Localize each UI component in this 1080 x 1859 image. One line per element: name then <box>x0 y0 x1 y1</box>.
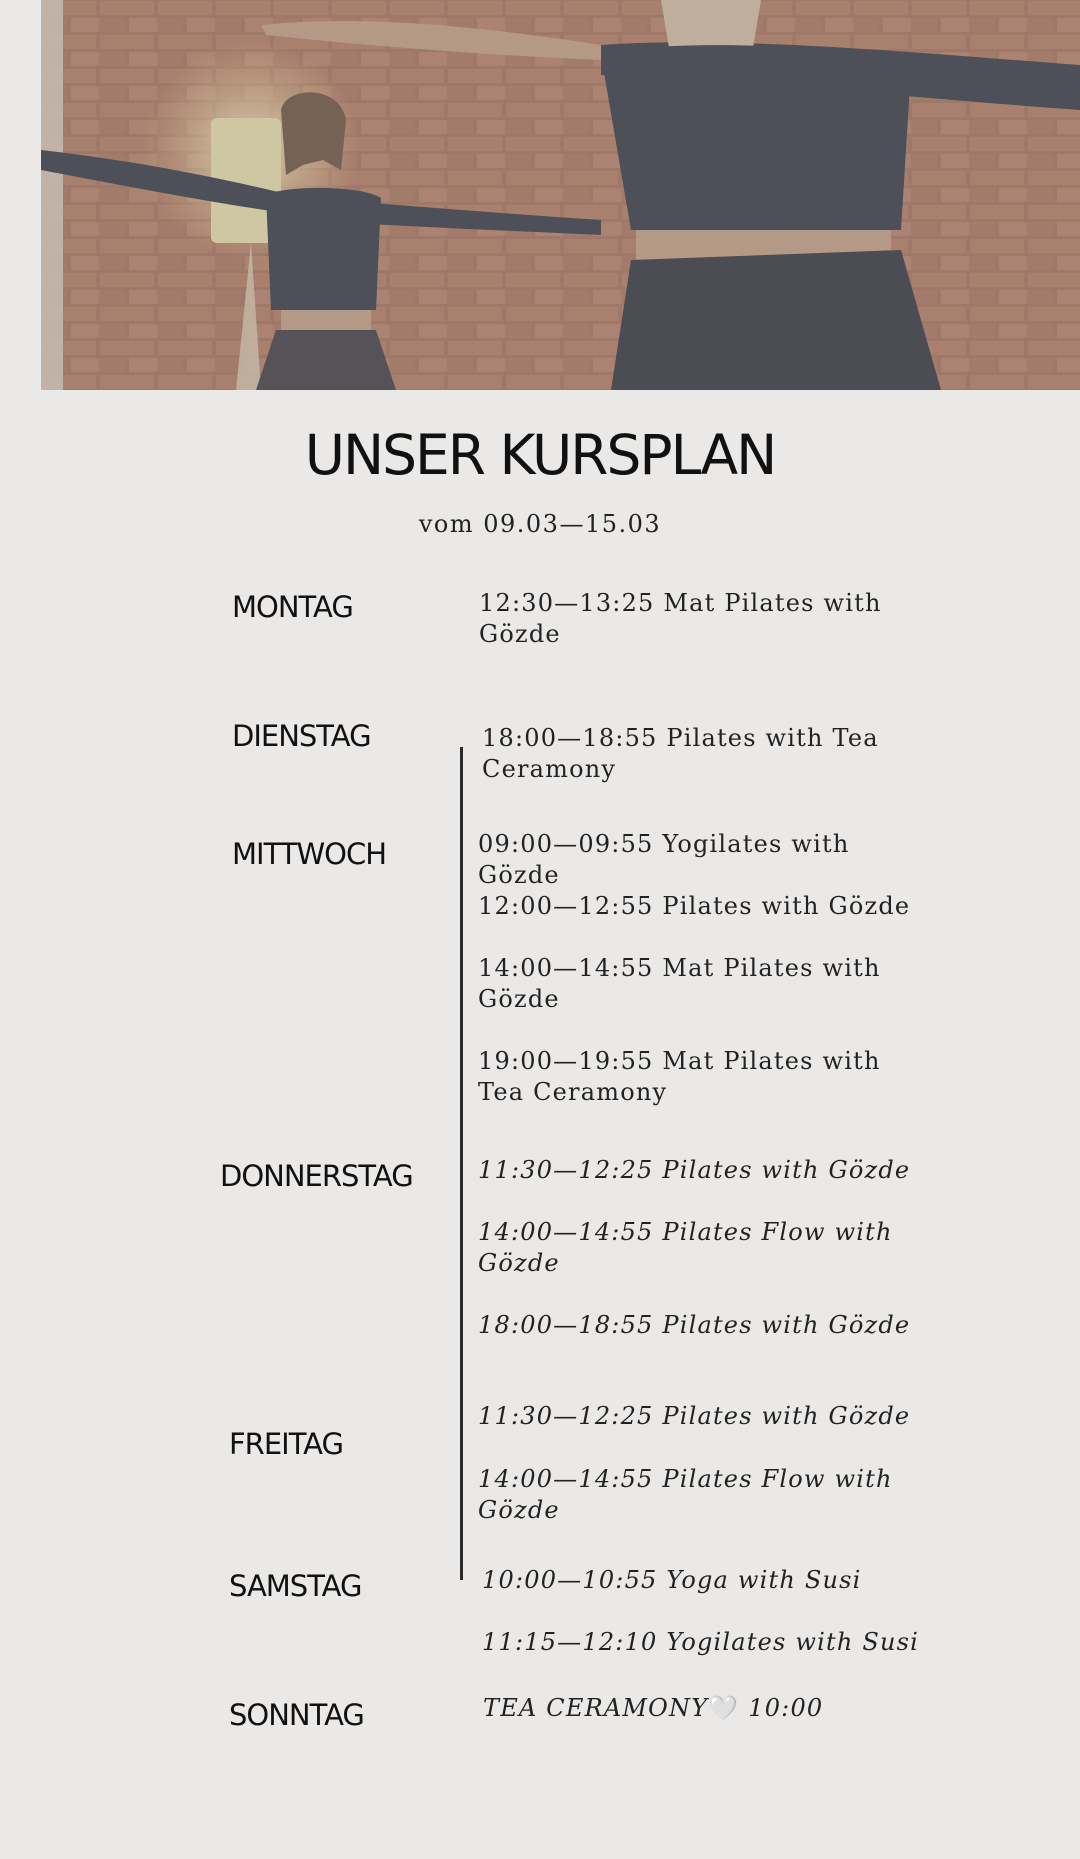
class-entry: 12:00—12:55 Pilates with Gözde <box>478 892 911 920</box>
day-label-freitag: FREITAG <box>229 1427 343 1461</box>
class-entry: 18:00—18:55 Pilates with Gözde <box>478 1311 911 1339</box>
event-name: TEA CERAMONY <box>483 1694 709 1722</box>
day-label-samstag: SAMSTAG <box>229 1569 362 1603</box>
timeline-divider <box>460 747 463 1580</box>
class-entry: 12:30—13:25 Mat Pilates with Gözde <box>479 589 882 648</box>
class-entry: 09:00—09:55 Yogilates with Gözde <box>478 830 850 889</box>
class-entry: 11:30—12:25 Pilates with Gözde <box>478 1156 911 1184</box>
class-entry: 14:00—14:55 Pilates Flow with Gözde <box>478 1465 893 1524</box>
page-title: UNSER KURSPLAN <box>304 423 776 487</box>
day-label-dienstag: DIENSTAG <box>232 719 371 753</box>
class-entry: 19:00—19:55 Mat Pilates with Tea Ceramony <box>478 1047 881 1106</box>
class-entry: 11:30—12:25 Pilates with Gözde <box>478 1402 911 1430</box>
class-entry: 11:15—12:10 Yogilates with Susi <box>482 1628 920 1656</box>
event-time: 10:00 <box>748 1694 824 1722</box>
white-heart-icon: 🤍 <box>708 1694 740 1722</box>
day-label-sonntag: SONNTAG <box>229 1698 364 1732</box>
class-entry: 10:00—10:55 Yoga with Susi <box>482 1566 862 1594</box>
class-entry: 14:00—14:55 Pilates Flow with Gözde <box>478 1218 893 1277</box>
hero-photo <box>41 0 1080 390</box>
date-range: vom 09.03—15.03 <box>418 510 662 538</box>
class-entry <box>483 1693 923 1724</box>
class-entry: 18:00—18:55 Pilates with Tea Ceramony <box>482 724 879 783</box>
day-label-mittwoch: MITTWOCH <box>232 837 387 871</box>
day-label-montag: MONTAG <box>232 590 353 624</box>
class-entry: 14:00—14:55 Mat Pilates with Gözde <box>478 954 881 1013</box>
day-label-donnerstag: DONNERSTAG <box>220 1159 413 1193</box>
